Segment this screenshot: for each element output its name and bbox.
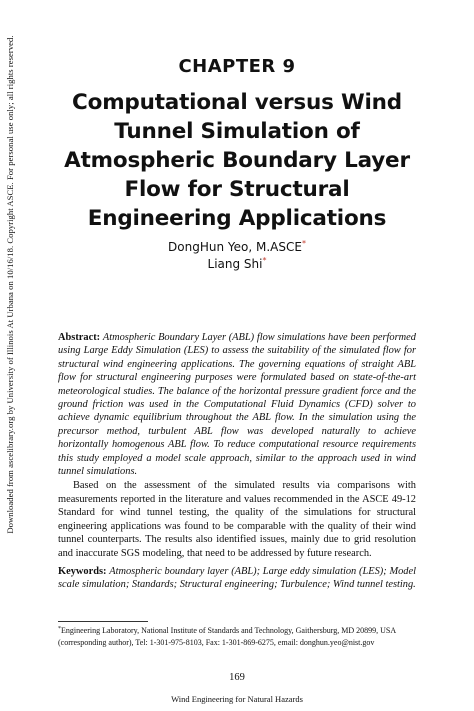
keywords	[58, 565, 416, 592]
footnote	[58, 625, 418, 649]
chapter-title	[24, 88, 450, 233]
footnote-mark: *	[58, 626, 61, 632]
title-line: Atmospheric Boundary Layer	[64, 148, 410, 173]
page-number: 169	[229, 672, 245, 683]
keywords-label: Keywords:	[58, 566, 107, 577]
abstract-text: Atmospheric Boundary Layer (ABL) flow simulations have been performed using Large Eddy Simulation (LES) to assess the suitability of the simulated flow for structural wind engineering applications. The governing equations of straight ABL flow for structural engineering purposes were formulated based on state-of-the-art meteorological studies. The balance of the horizontal pressure gradient force and the ground friction was used in the Computational Fluid Dynamics (CFD) solver to achieve dynamic equilibrium throughout the ABL flow. In the simulation using the precursor method, turbulent ABL flow was developed naturally to achieve horizontally homogenous ABL flow. To reduce computational resource requirements this study employed a model scale approach, similar to the approach used in wind tunnel simulations.	[58, 332, 416, 478]
footnote-divider	[58, 621, 148, 622]
author-name: DongHun Yeo, M.ASCE	[168, 240, 302, 254]
title-line: Tunnel Simulation of	[114, 119, 360, 144]
abstract-label: Abstract:	[58, 332, 101, 343]
author-footnote-mark[interactable]: *	[262, 256, 267, 265]
book-title: Wind Engineering for Natural Hazards	[171, 694, 303, 704]
author-2	[0, 256, 474, 273]
chapter-label: CHAPTER 9	[178, 56, 296, 77]
author-footnote-mark[interactable]: *	[301, 239, 306, 248]
author-name: Liang Shi	[207, 257, 263, 271]
author-1	[0, 239, 474, 256]
abstract	[58, 331, 416, 560]
footnote-text: Engineering Laboratory, National Institute of Standards and Technology, Gaithersburg, MD 20899, USA (corresponding author), Tel: 1-301-975-8103, Fax: 1-301-869-6275, email: donghun.yeo@nist.gov	[58, 626, 396, 647]
title-line: Engineering Applications	[87, 206, 387, 231]
keywords-text: Atmospheric boundary layer (ABL); Large eddy simulation (LES); Model scale simulation; Standards; Structural engineering; Turbulence; Wind tunnel testing.	[58, 566, 416, 591]
download-notice: Downloaded from ascelibrary.org by University of Illinois At Urbana on 10/16/18. Copyright ASCE. For personal use only; all rights reserved.	[5, 35, 15, 534]
author-list	[0, 239, 474, 273]
title-line: Computational versus Wind	[72, 90, 402, 115]
abstract-paragraph-2: Based on the assessment of the simulated results via comparisons with measurements reported in the literature and values recommended in the ASCE 49-12 Standard for wind tunnel testing, the quality of the simulations for structural engineering applications was found to be comparable with the quality of their wind tunnel counterparts. The results also identified issues, mainly due to grid resolution and inaccurate SGS modeling, that need to be addressed by future research.	[58, 480, 416, 559]
title-line: Flow for Structural	[124, 177, 350, 202]
abstract-paragraph-1	[58, 331, 416, 478]
